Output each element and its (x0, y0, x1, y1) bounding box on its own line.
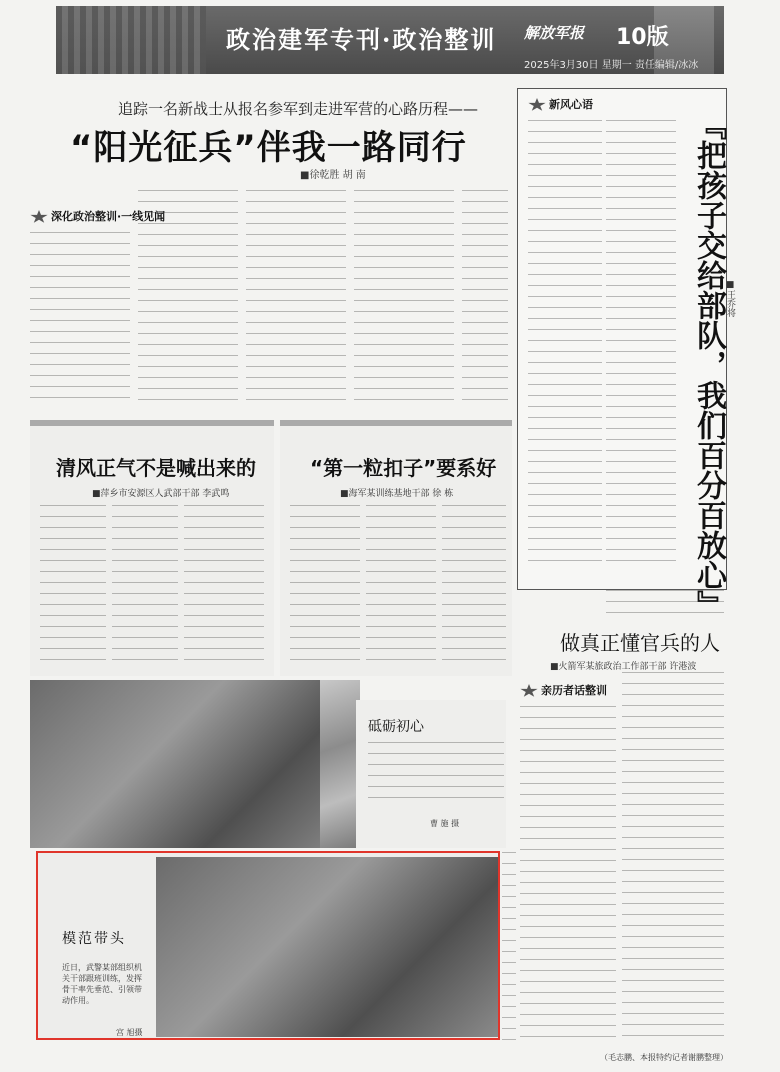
article2-col-2 (112, 505, 178, 665)
date-line: 2025年3月30日 星期一 责任编辑/冰冰 (524, 60, 699, 71)
article4-title: 做真正懂官兵的人 (560, 631, 720, 655)
highlight-caption: 近日，武警某部组织机关干部跟班训练，发挥骨干率先垂范、引领带动作用。 (62, 963, 142, 1005)
article2-title: 清风正气不是喊出来的 (56, 456, 256, 480)
main-text-col-3 (246, 190, 346, 407)
main-headline: “阳光征兵”伴我一路同行 (70, 128, 467, 168)
photo-training (156, 857, 498, 1037)
article3-col-3 (442, 505, 506, 665)
photo-soldiers-oath (30, 680, 350, 848)
article2-byline: ■萍乡市安源区人武部干部 李武鸣 (92, 489, 230, 499)
article3-col-1 (290, 505, 360, 665)
photo1-title: 砥砺初心 (368, 719, 424, 735)
article4-col-1 (520, 706, 616, 1046)
right-tag: 新风心语 (528, 96, 593, 112)
article4-tag: 亲历者话整训 (520, 682, 607, 698)
main-text-col-4 (354, 190, 454, 407)
right-text-col-1 (528, 120, 602, 570)
header-photo (56, 6, 206, 74)
article3-byline: ■海军某训练基地干部 徐 栋 (340, 489, 454, 499)
right-text-tail (606, 590, 724, 620)
article2-col-3 (184, 505, 264, 665)
newspaper-logo: 解放军报 (524, 24, 585, 42)
footer-note: （毛志鹏、本报特约记者谢鹏整理） (600, 1053, 728, 1062)
vertical-author: ■王乔将 (725, 280, 735, 317)
main-tag: 深化政治整训·一线见闻 (30, 208, 165, 224)
article4-col-0 (502, 852, 516, 1042)
kicker: 追踪一名新战士从报名参军到走进军营的心路历程—— (118, 100, 479, 118)
article3-title: “第一粒扣子”要系好 (310, 456, 497, 480)
highlight-title: 模范带头 (62, 931, 126, 947)
section-title: 政治建军专刊·政治整训 (226, 25, 497, 54)
article4-col-2 (622, 672, 724, 1046)
photo1-caption-text (368, 742, 504, 808)
article3-col-2 (366, 505, 436, 665)
star-icon (520, 684, 538, 698)
main-text-col-5 (462, 190, 508, 407)
star-icon (30, 210, 48, 224)
page-number: 10版 (616, 25, 669, 50)
vertical-headline: 『把孩子交给部队，我们百分百放心』 (691, 110, 726, 620)
photo-edge (320, 680, 360, 848)
star-icon (528, 98, 546, 112)
main-byline: ■徐乾胜 胡 南 (300, 170, 366, 181)
highlight-author: 宫 旭摄 (116, 1028, 143, 1037)
photo1-author: 曹 施 摄 (430, 819, 460, 828)
main-text-col-2 (138, 190, 238, 407)
page-header (56, 6, 724, 74)
right-text-col-2 (606, 120, 676, 570)
main-text-col-1 (30, 232, 130, 407)
article4-byline: ■火箭军某旅政治工作部干部 许港波 (550, 662, 697, 672)
article2-col-1 (40, 505, 106, 665)
